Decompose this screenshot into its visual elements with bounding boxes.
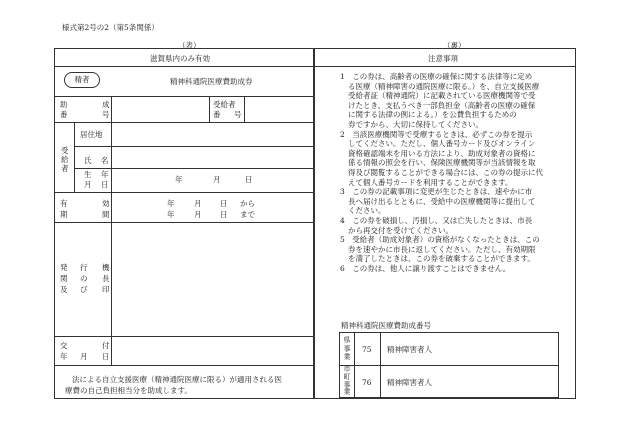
issuer-label-b: 行 (80, 263, 88, 272)
footer-text-2: 療費の自己負担相当分を助成します。 (65, 386, 192, 395)
front-frame (54, 48, 314, 399)
note-line: 1 この券は、高齢者の医療の確保に関する法律等に定め (340, 72, 533, 81)
valid-to-month: 月 (194, 210, 202, 219)
issuer-label-e: の (80, 274, 88, 283)
note-line: る医療（精神障害の通院医療に限る。）を、自立支援医療 (348, 81, 540, 91)
grant-no-label-d: 号 (102, 110, 110, 119)
issue-date-label-a: 交 (60, 341, 68, 350)
code-row-1-desc: 精神障害者人 (387, 345, 432, 354)
recipient-no-label-a: 受給者 (213, 100, 236, 109)
birth-label-d: 日 (101, 180, 109, 189)
issuer-label-f: 長 (102, 274, 110, 283)
issue-date-label-e: 日 (102, 352, 110, 361)
note-line: 得及び閲覧することができる場合には、この券の提示に代 (348, 167, 543, 177)
note-line: から再交付を受けてください。 (348, 225, 453, 235)
valid-to-day: 日 (220, 210, 228, 219)
code-row-1-code: 75 (362, 345, 372, 354)
valid-from-month: 月 (194, 199, 202, 208)
form-title: 精神科通院医療費助成券 (170, 77, 253, 86)
birth-label-b: 年 (101, 170, 109, 179)
code-row-2-desc: 精神障害者人 (387, 378, 432, 387)
birth-month: 月 (213, 175, 221, 184)
issue-date-label-d: 月 (80, 352, 88, 361)
grant-no-label-b: 成 (102, 100, 110, 109)
valid-from-day: 日 (220, 199, 228, 208)
notes-list (340, 72, 543, 273)
note-line: ください。 (348, 206, 386, 216)
front-side-label: （表） (178, 41, 201, 50)
grant-no-label-c: 番 (60, 110, 68, 119)
note-line: 資格確認端末を用いる方法により、助成対象者の資格に (348, 148, 536, 158)
code-title: 精神科通院医療費助成番号 (341, 321, 431, 330)
issuer-label-i: 印 (102, 285, 110, 294)
valid-from-year: 年 (167, 199, 175, 208)
issuer-label-g: 及 (60, 285, 68, 294)
note-line: 券ですから、大切に保持してください。 (348, 119, 483, 129)
issuer-label-h: び (80, 285, 88, 294)
issuer-label-c: 機 (102, 263, 110, 272)
footer-text-1: 法による自立支援医療（精神通院医療に限る）が適用される医 (72, 375, 282, 384)
validity-label-c: 期 (60, 210, 68, 219)
note-line: 4 この券を破損し、汚損し、又は亡失したときは、市長 (340, 215, 533, 225)
note-line: を満了したときは、この券を破棄することができます。 (348, 254, 535, 264)
note-line: 6 この券は、他人に譲り渡すことはできません。 (340, 263, 511, 273)
issuer-label-d: 関 (60, 274, 68, 283)
note-line: えて個人番号カードを利用することができます。 (348, 177, 513, 187)
validity-label-b: 効 (102, 199, 110, 208)
code-row-2-code: 76 (362, 378, 372, 387)
note-line: 3 この券の記載事項に変更が生じたときは、速やかに市 (340, 187, 533, 197)
note-line: 係る情報の照会を行い、保険医療機関等が当該情報を取 (348, 158, 536, 168)
note-line: してください。ただし、個人番号カード及びオンライン (348, 139, 536, 149)
issuer-label-a: 発 (60, 263, 68, 272)
recipient-no-label-b: 番 (213, 110, 221, 119)
note-line: 5 受給者（助成対象者）の資格がなくなったときは、この (340, 235, 540, 245)
form-id: 様式第2号の2（第5条関係） (62, 23, 159, 32)
note-line: けたとき、支払うべき一部負担金（高齢者の医療の確保 (348, 100, 536, 110)
code-row-1-scope: 県事業 (343, 336, 351, 361)
notes-title: 注意事項 (428, 54, 458, 63)
name-label-a: 氏 (84, 156, 92, 165)
region-note: 滋賀県内のみ有効 (150, 54, 210, 63)
address-label: 居住地 (80, 130, 103, 139)
valid-to-suffix: まで (240, 210, 255, 219)
validity-label-d: 間 (102, 210, 110, 219)
note-line: に関する法律の例による。）を公費負担するための (348, 110, 517, 120)
birth-year: 年 (175, 175, 183, 184)
badge: 精者 (64, 72, 100, 88)
name-label-b: 名 (101, 156, 109, 165)
valid-from-suffix: から (240, 199, 255, 208)
code-row-2-scope: 市町事業 (343, 365, 351, 397)
recipient-group-label: 受給者 (61, 146, 69, 173)
note-line: 券を速やかに市長に返してください。ただし、有効期限 (348, 244, 536, 254)
issue-date-label-c: 年 (60, 352, 68, 361)
birth-day: 日 (245, 175, 253, 184)
validity-label-a: 有 (60, 199, 68, 208)
note-line: 2 当該医療機関等で受療するときは、必ずこの券を提示 (340, 129, 533, 139)
birth-label-a: 生 (84, 170, 92, 179)
valid-to-year: 年 (167, 210, 175, 219)
note-line: 受給者証（精神通院）に記載されている医療機関等で受 (348, 91, 536, 101)
birth-label-c: 月 (84, 180, 92, 189)
back-side-label: （裏） (443, 41, 466, 50)
recipient-no-label-c: 号 (234, 110, 242, 119)
issue-date-label-b: 付 (102, 341, 110, 350)
grant-no-label-a: 助 (60, 100, 68, 109)
note-line: 長へ届け出るとともに、受給中の医療機関等に提出して (348, 196, 536, 206)
